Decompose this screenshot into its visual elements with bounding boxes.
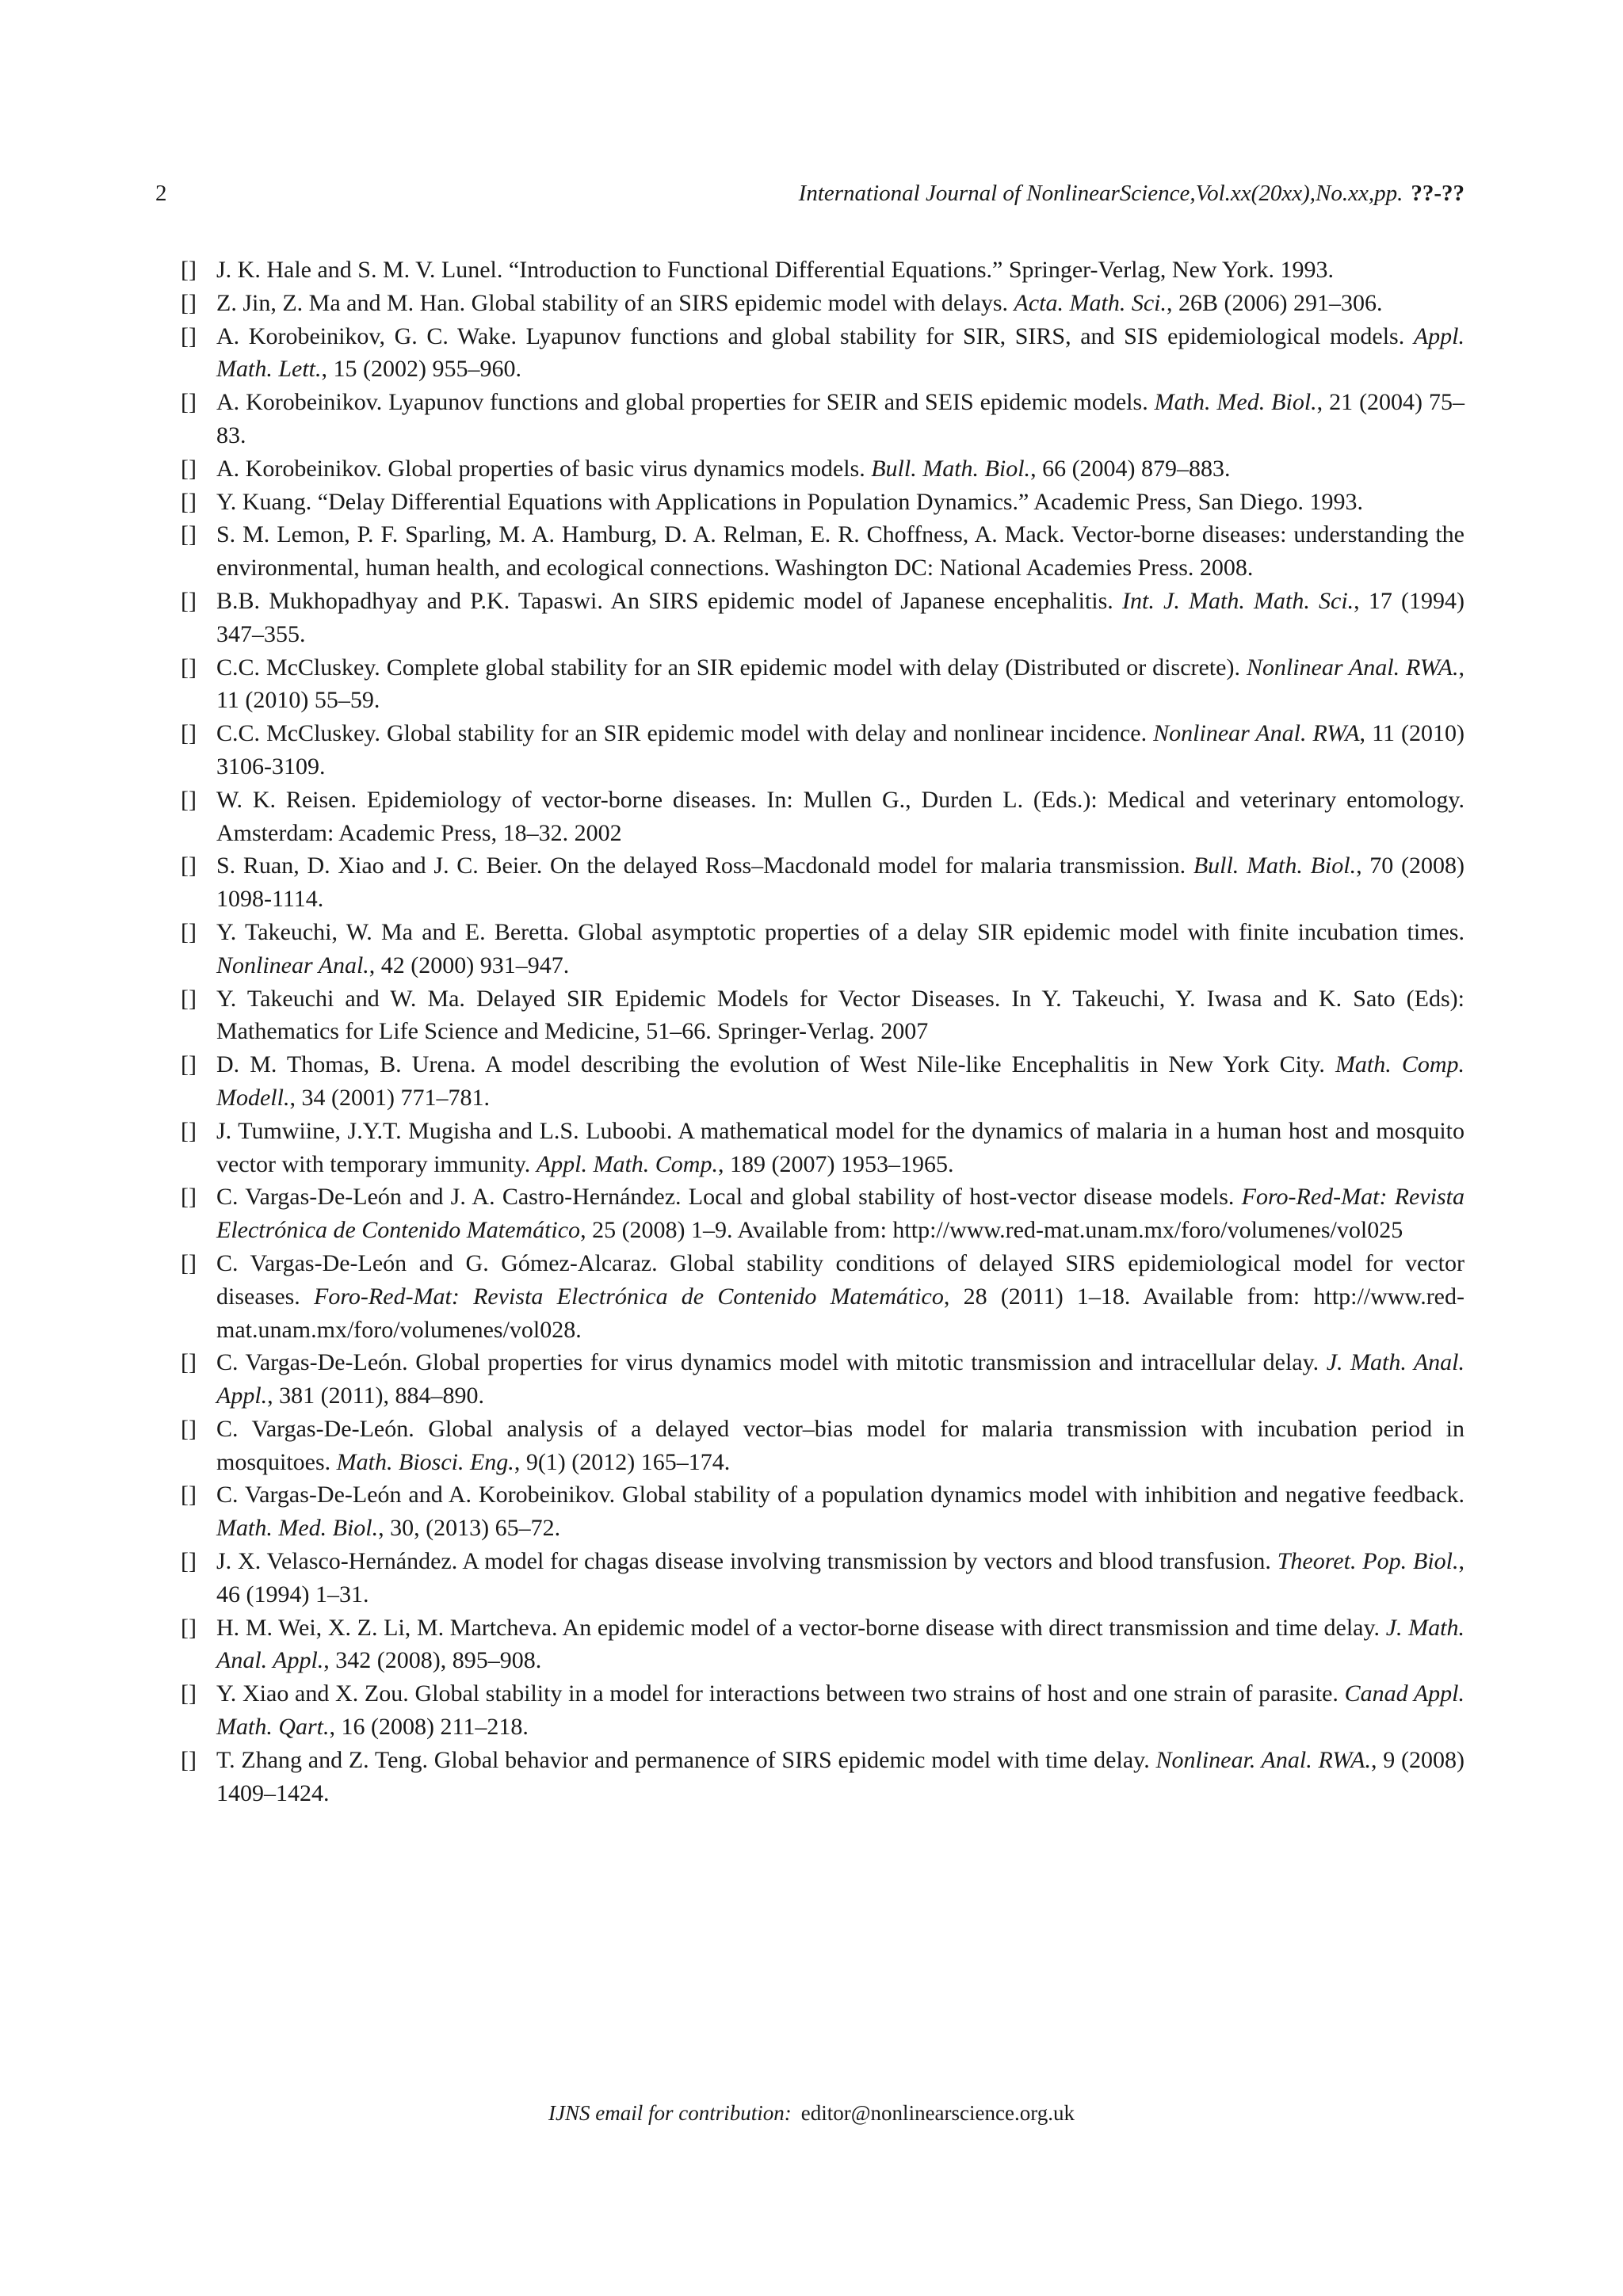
reference-details: , 28 (2011) 1–18. Available from: http://www.red-mat.unam.mx/foro/volumenes/vol028. (216, 1283, 1465, 1343)
reference-item (181, 1478, 1465, 1545)
reference-marker: [] (181, 985, 197, 1012)
reference-details: , 381 (2011), 884–890. (267, 1383, 485, 1409)
reference-details: , 15 (2002) 955–960. (321, 356, 521, 383)
reference-journal: Appl. Math. Comp. (536, 1150, 718, 1177)
reference-text: H. M. Wei, X. Z. Li, M. Martcheva. An epidemic model of a vector-borne disease with direct transmission and time delay. (216, 1614, 1386, 1641)
reference-item (181, 717, 1465, 784)
reference-details: , 25 (2008) 1–9. Available from: http://www.red-mat.unam.mx/foro/volumenes/vol025 (580, 1217, 1403, 1244)
reference-item (181, 518, 1465, 585)
reference-journal: Nonlinear. Anal. RWA. (1155, 1746, 1371, 1773)
reference-details: , 11 (2010) 3106-3109. (216, 720, 1465, 780)
reference-text: C.C. McCluskey. Global stability for an SIR epidemic model with delay and nonlinear incidence. (216, 720, 1154, 747)
reference-details: , 42 (2000) 931–947. (369, 952, 570, 978)
reference-item (181, 1247, 1465, 1346)
reference-marker: [] (181, 786, 197, 813)
reference-journal: Foro-Red-Mat: Revista Electrónica de Contenido Matemático (314, 1283, 944, 1310)
reference-item (181, 1545, 1465, 1611)
reference-marker: [] (181, 1746, 197, 1773)
reference-marker: [] (181, 521, 197, 548)
reference-details: , 17 (1994) 347–355. (216, 587, 1465, 647)
reference-text: A. Korobeinikov. Global properties of basic virus dynamics models. (216, 455, 872, 482)
reference-journal: Bull. Math. Biol. (1193, 852, 1357, 879)
reference-journal: Int. J. Math. Math. Sci. (1122, 587, 1354, 614)
reference-details: , 189 (2007) 1953–1965. (717, 1150, 954, 1177)
reference-marker: [] (181, 488, 197, 515)
reference-details: , 30, (2013) 65–72. (378, 1515, 561, 1542)
reference-text: C.C. McCluskey. Complete global stability for an SIR epidemic model with delay (Distributed or discrete). (216, 654, 1247, 681)
reference-list (181, 254, 1465, 1810)
reference-text: Y. Kuang. “Delay Differential Equations with Applications in Population Dynamics.” Academic Press, San Diego. 1993. (216, 488, 1363, 515)
reference-text: B.B. Mukhopadhyay and P.K. Tapaswi. An SIRS epidemic model of Japanese encephalitis. (216, 587, 1122, 614)
reference-text: C. Vargas-De-León. Global properties for virus dynamics model with mitotic transmission and intracellular delay. (216, 1349, 1327, 1376)
reference-marker: [] (181, 1548, 197, 1575)
reference-marker: [] (181, 654, 197, 681)
reference-item (181, 651, 1465, 718)
reference-marker: [] (181, 852, 197, 879)
reference-journal: Math. Med. Biol. (216, 1515, 379, 1542)
reference-item (181, 849, 1465, 916)
reference-details: , 70 (2008) 1098-1114. (216, 852, 1465, 913)
reference-journal: Math. Biosci. Eng. (336, 1448, 514, 1475)
reference-marker: [] (181, 389, 197, 416)
page-footer (0, 2100, 1623, 2126)
footer-email: editor@nonlinearscience.org.uk (800, 2101, 1075, 2125)
reference-item (181, 320, 1465, 387)
reference-marker: [] (181, 1349, 197, 1376)
reference-text: T. Zhang and Z. Teng. Global behavior and permanence of SIRS epidemic model with time delay. (216, 1746, 1156, 1773)
reference-journal: Nonlinear Anal. RWA. (1246, 654, 1459, 681)
reference-details: , 342 (2008), 895–908. (323, 1647, 542, 1674)
reference-item (181, 916, 1465, 982)
reference-marker: [] (181, 289, 197, 316)
reference-item (181, 1115, 1465, 1181)
reference-text: J. X. Velasco-Hernández. A model for chagas disease involving transmission by vectors and blood transfusion. (216, 1548, 1277, 1575)
reference-text: W. K. Reisen. Epidemiology of vector-borne diseases. In: Mullen G., Durden L. (Eds.): Medical and veterinary entomology. Amsterdam: Academic Press, 18–32. 2002 (216, 786, 1465, 846)
reference-text: Z. Jin, Z. Ma and M. Han. Global stability of an SIRS epidemic model with delays. (216, 289, 1014, 316)
reference-item (181, 486, 1465, 519)
reference-item (181, 254, 1465, 287)
reference-journal: Theoret. Pop. Biol. (1277, 1548, 1459, 1575)
reference-text: S. M. Lemon, P. F. Sparling, M. A. Hamburg, D. A. Relman, E. R. Choffness, A. Mack. Vector-borne diseases: understanding the environmental, human health, and ecological connections. Washington DC: National Academies Press. 2008. (216, 521, 1465, 582)
reference-details: , 26B (2006) 291–306. (1166, 289, 1383, 316)
reference-item (181, 1048, 1465, 1115)
reference-marker: [] (181, 1614, 197, 1641)
reference-text: A. Korobeinikov. Lyapunov functions and global properties for SEIR and SEIS epidemic models. (216, 389, 1155, 416)
reference-item (181, 452, 1465, 486)
reference-journal: Acta. Math. Sci. (1014, 289, 1167, 316)
reference-item (181, 784, 1465, 850)
reference-journal: Nonlinear Anal. (216, 952, 369, 978)
reference-details: , 16 (2008) 211–218. (329, 1714, 529, 1741)
page-number: 2 (155, 181, 167, 206)
reference-marker: [] (181, 587, 197, 614)
reference-text: C. Vargas-De-León and G. Gómez-Alcaraz. Global stability conditions of delayed SIRS epidemiological model for vector diseases. (216, 1249, 1465, 1310)
reference-item (181, 1744, 1465, 1810)
reference-marker: [] (181, 1482, 197, 1508)
reference-text: Y. Takeuchi, W. Ma and E. Beretta. Global asymptotic properties of a delay SIR epidemic model with finite incubation times. (216, 918, 1465, 945)
reference-details: , 34 (2001) 771–781. (289, 1084, 490, 1111)
reference-details: , 9(1) (2012) 165–174. (514, 1448, 731, 1475)
reference-text: C. Vargas-De-León and A. Korobeinikov. Global stability of a population dynamics model with inhibition and negative feedback. (216, 1482, 1465, 1508)
reference-item (181, 1346, 1465, 1413)
reference-item (181, 1677, 1465, 1744)
reference-marker: [] (181, 720, 197, 747)
reference-text: S. Ruan, D. Xiao and J. C. Beier. On the delayed Ross–Macdonald model for malaria transmission. (216, 852, 1193, 879)
reference-item (181, 1413, 1465, 1479)
reference-item (181, 386, 1465, 452)
reference-marker: [] (181, 1051, 197, 1078)
reference-details: , 21 (2004) 75–83. (216, 389, 1465, 448)
reference-journal: J. Math. Anal. Appl. (216, 1349, 1465, 1409)
reference-journal: Math. Comp. Modell. (216, 1051, 1465, 1111)
reference-marker: [] (181, 322, 197, 349)
reference-item (181, 982, 1465, 1049)
reference-marker: [] (181, 1415, 197, 1442)
journal-title: International Journal of NonlinearScience,Vol.xx(20xx),No.xx,pp. (798, 181, 1403, 206)
footer-label: IJNS email for contribution: (548, 2101, 792, 2125)
reference-journal: J. Math. Anal. Appl. (216, 1614, 1465, 1674)
reference-marker: [] (181, 1249, 197, 1276)
reference-text: J. Tumwiine, J.Y.T. Mugisha and L.S. Luboobi. A mathematical model for the dynamics of malaria in a human host and mosquito vector with temporary immunity. (216, 1117, 1465, 1177)
reference-marker: [] (181, 918, 197, 945)
reference-text: Y. Takeuchi and W. Ma. Delayed SIR Epidemic Models for Vector Diseases. In Y. Takeuchi, Y. Iwasa and K. Sato (Eds): Mathematics for Life Science and Medicine, 51–66. Springer-Verlag. 2007 (216, 985, 1465, 1045)
reference-text: D. M. Thomas, B. Urena. A model describing the evolution of West Nile-like Encephalitis in New York City. (216, 1051, 1335, 1078)
reference-marker: [] (181, 1184, 197, 1211)
reference-text: A. Korobeinikov, G. C. Wake. Lyapunov functions and global stability for SIR, SIRS, and SIS epidemiological models. (216, 322, 1414, 349)
running-header (799, 179, 1465, 208)
reference-item (181, 1611, 1465, 1678)
reference-journal: Bull. Math. Biol. (871, 455, 1031, 482)
reference-text: J. K. Hale and S. M. V. Lunel. “Introduction to Functional Differential Equations.” Springer-Verlag, New York. 1993. (216, 257, 1335, 283)
reference-details: , 46 (1994) 1–31. (216, 1548, 1465, 1608)
reference-marker: [] (181, 1680, 197, 1707)
reference-journal: Nonlinear Anal. RWA (1153, 720, 1360, 747)
reference-journal: Foro-Red-Mat: Revista Electrónica de Contenido Matemático (216, 1184, 1465, 1244)
reference-details: , 11 (2010) 55–59. (216, 654, 1465, 714)
reference-details: , 9 (2008) 1409–1424. (216, 1746, 1465, 1806)
reference-journal: Canad Appl. Math. Qart. (216, 1680, 1465, 1741)
reference-marker: [] (181, 257, 197, 283)
reference-details: , 66 (2004) 879–883. (1030, 455, 1231, 482)
reference-item (181, 1180, 1465, 1247)
page-range: ??-?? (1411, 181, 1465, 206)
reference-journal: Math. Med. Biol. (1154, 389, 1317, 416)
reference-text: C. Vargas-De-León. Global analysis of a delayed vector–bias model for malaria transmission with incubation period in mosquitoes. (216, 1415, 1465, 1475)
reference-marker: [] (181, 1117, 197, 1144)
reference-marker: [] (181, 455, 197, 482)
reference-item (181, 585, 1465, 651)
reference-item (181, 287, 1465, 320)
reference-journal: Appl. Math. Lett. (216, 322, 1465, 383)
reference-text: Y. Xiao and X. Zou. Global stability in a model for interactions between two strains of host and one strain of parasite. (216, 1680, 1345, 1707)
reference-text: C. Vargas-De-León and J. A. Castro-Hernández. Local and global stability of host-vector disease models. (216, 1184, 1242, 1211)
